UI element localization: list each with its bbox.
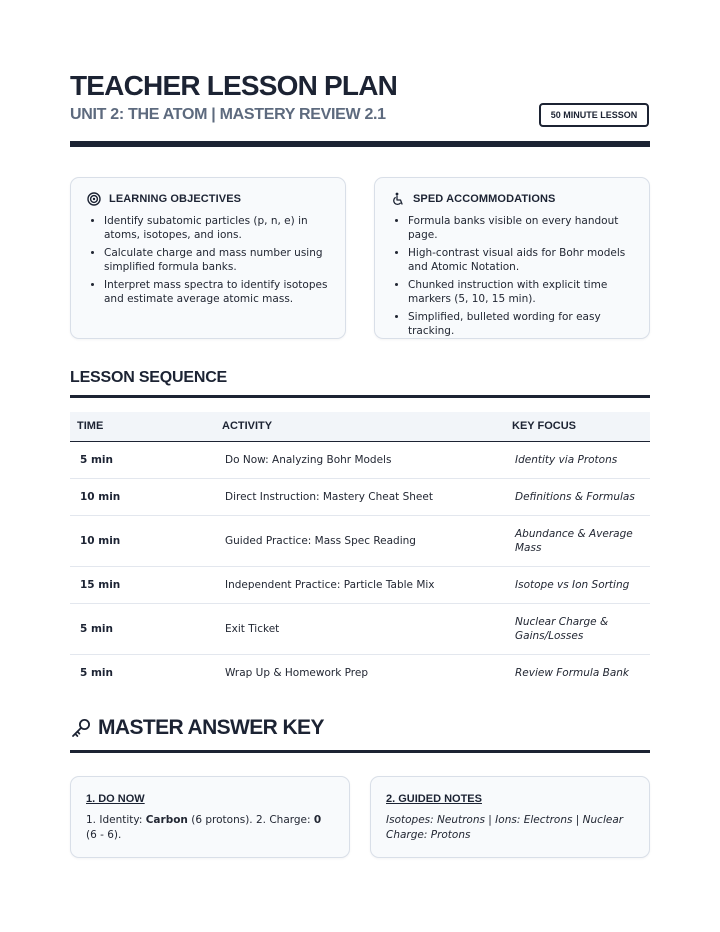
row-key-focus: Review Formula Bank — [515, 667, 629, 679]
list-item: • Interpret mass spectra to identify isotopes and estimate average atomic mass. — [104, 278, 333, 306]
answer-bold: Carbon — [145, 814, 188, 826]
do-now-answer-card — [70, 776, 350, 858]
row-key-focus: Isotope vs Ion Sorting — [515, 579, 630, 591]
sped-accommodations-header — [391, 192, 555, 206]
key-icon — [70, 717, 92, 739]
list-item: • Calculate charge and mass number using simplified formula banks. — [104, 246, 333, 274]
list-item: • High-contrast visual aids for Bohr models and Atomic Notation. — [408, 246, 637, 274]
lesson-sequence-divider — [70, 395, 650, 398]
sped-accommodations-title: SPED ACCOMMODATIONS — [413, 193, 556, 205]
row-activity: Direct Instruction: Mastery Cheat Sheet — [225, 491, 433, 503]
header-divider — [70, 141, 650, 147]
row-key-focus: Definitions & Formulas — [515, 491, 635, 503]
table-row — [70, 442, 650, 479]
lesson-sequence-heading: LESSON SEQUENCE — [70, 369, 228, 386]
row-activity: Independent Practice: Particle Table Mix — [225, 579, 435, 591]
column-header-time: TIME — [77, 420, 104, 432]
guided-notes-heading: 2. GUIDED NOTES — [386, 793, 482, 805]
lesson-sequence-table — [70, 412, 650, 691]
row-key-focus: Nuclear Charge & Gains/Losses — [515, 616, 609, 642]
list-item: • Formula banks visible on every handout page. — [408, 214, 637, 242]
row-time: 15 min — [80, 579, 121, 591]
column-header-activity: ACTIVITY — [222, 420, 273, 432]
row-activity: Wrap Up & Homework Prep — [225, 667, 368, 679]
list-item: • Identify subatomic particles (p, n, e) in atoms, isotopes, and ions. — [104, 214, 333, 242]
sped-accommodations-card — [374, 177, 650, 339]
list-item: • Simplified, bulleted wording for easy tracking. — [408, 310, 637, 338]
row-time: 5 min — [80, 454, 113, 466]
row-time: 5 min — [80, 667, 113, 679]
table-row — [70, 567, 650, 604]
learning-objectives-header — [87, 192, 241, 206]
answer-text: (6 - 6). — [86, 829, 122, 841]
learning-objectives-title: LEARNING OBJECTIVES — [109, 193, 242, 205]
answer-bold: 0 — [313, 814, 322, 826]
table-row — [70, 479, 650, 516]
target-icon — [87, 192, 101, 206]
row-activity: Guided Practice: Mass Spec Reading — [225, 535, 416, 547]
answer-key-heading: MASTER ANSWER KEY — [98, 716, 324, 739]
page-subtitle: UNIT 2: THE ATOM | MASTERY REVIEW 2.1 — [70, 106, 386, 123]
page-title: TEACHER LESSON PLAN — [70, 70, 398, 101]
table-row — [70, 516, 650, 567]
table-row — [70, 655, 650, 691]
guided-notes-answer: Isotopes: Neutrons | Ions: Electrons | Nuclear Charge: Protons — [386, 814, 624, 841]
list-item: • Chunked instruction with explicit time markers (5, 10, 15 min). — [408, 278, 637, 306]
table-header — [70, 412, 650, 442]
do-now-heading: 1. DO NOW — [86, 793, 145, 805]
learning-objectives-card — [70, 177, 346, 339]
table-row — [70, 604, 650, 655]
accessibility-icon — [391, 192, 405, 206]
answer-key-divider — [70, 750, 650, 753]
duration-badge: 50 MINUTE LESSON — [539, 103, 649, 127]
row-activity: Exit Ticket — [225, 623, 280, 635]
answer-text: 1. Identity: — [86, 814, 146, 826]
column-header-key-focus: KEY FOCUS — [512, 420, 576, 432]
guided-notes-answer-card — [370, 776, 650, 858]
row-key-focus: Identity via Protons — [515, 454, 618, 466]
do-now-answer — [86, 813, 335, 843]
answer-text: (6 protons). 2. Charge: — [187, 814, 314, 826]
row-key-focus: Abundance & Average Mass — [515, 528, 633, 554]
row-time: 10 min — [80, 491, 121, 503]
sped-accommodations-list — [391, 214, 637, 342]
row-time: 10 min — [80, 535, 121, 547]
row-time: 5 min — [80, 623, 113, 635]
row-activity: Do Now: Analyzing Bohr Models — [225, 454, 392, 466]
learning-objectives-list — [87, 214, 333, 310]
